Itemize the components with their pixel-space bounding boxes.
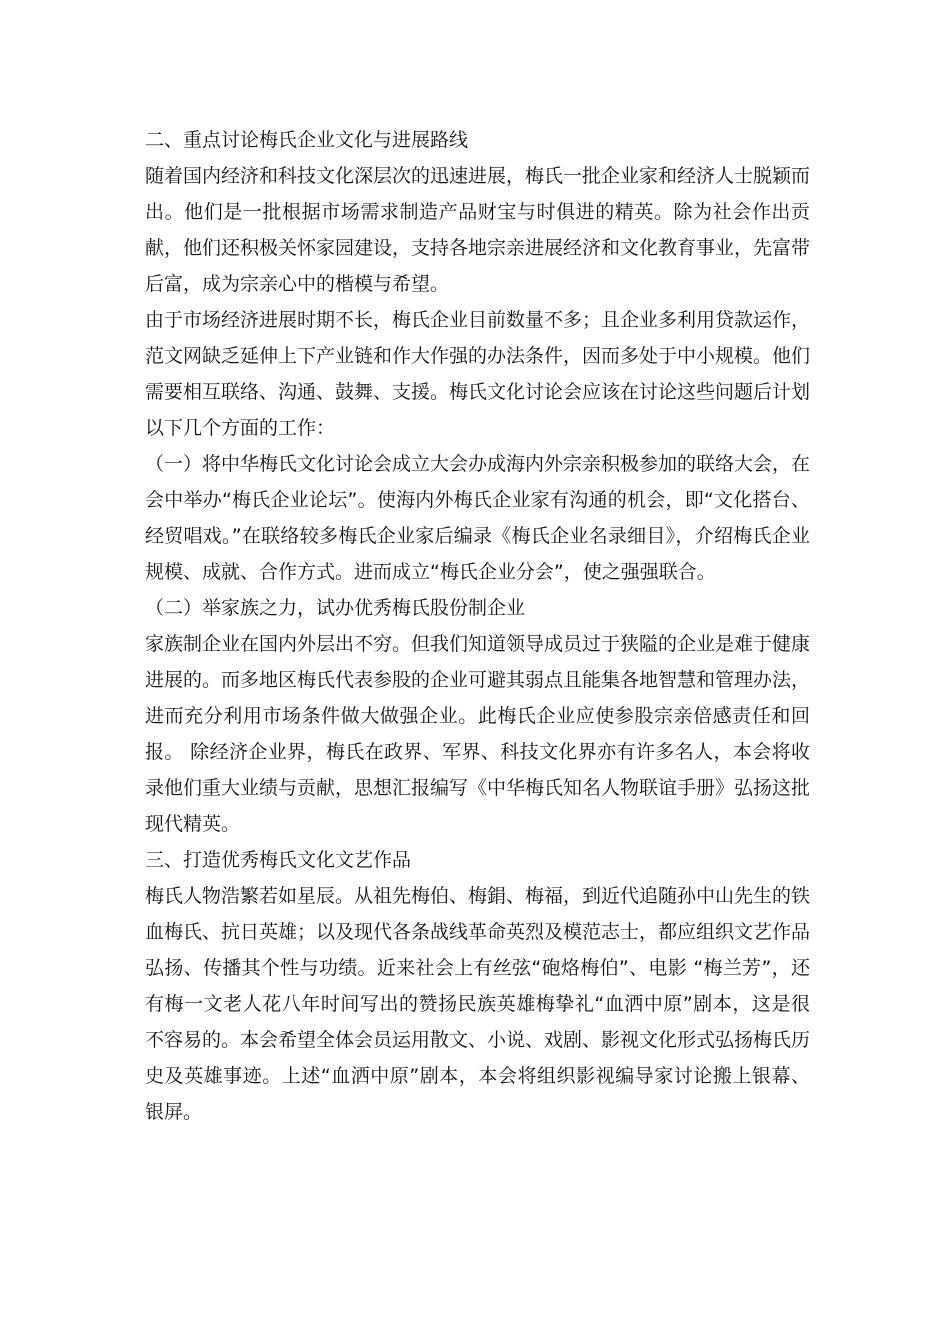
subheading-item-two: （二）举家族之力，试办优秀梅氏股份制企业 bbox=[145, 597, 526, 619]
document-body bbox=[145, 122, 810, 1130]
paragraph-literary-works: 梅氏人物浩繁若如星辰。从祖先梅伯、梅鋗、梅福，到近代追随孙中山先生的铁血梅氏、抗日英雄；以及现代各条战线革命英烈及模范志士，都应组织文艺作品弘扬、传播其个性与功绩。近来社会上有丝弦“砲烙梅伯”、电影 “梅兰芳”，还有梅一文老人花八年时间写出的赞扬民族英雄梅挚礼“血洒中原”剧本，这是很不容易的。本会希望全体会员运用散文、小说、戏剧、影视文化形式弘扬梅氏历史及英雄事迹。上述“血洒中原”剧本，本会将组织影视编导家讨论搬上银幕、银屏。 bbox=[145, 885, 811, 1123]
paragraph-entrepreneurs: 随着国内经济和科技文化深层次的迅速进展，梅氏一批企业家和经济人士脱颖而出。他们是一批根据市场需求制造产品财宝与时俱进的精英。除为社会作出贡献，他们还积极关怀家园建设，支持各地宗亲进展经济和文化教育事业，先富带后富，成为宗亲心中的楷模与希望。 bbox=[145, 165, 811, 295]
section-heading-two: 二、重点讨论梅氏企业文化与进展路线 bbox=[145, 129, 469, 151]
section-heading-three: 三、打造优秀梅氏文化文艺作品 bbox=[145, 849, 412, 871]
paragraph-item-one: （一）将中华梅氏文化讨论会成立大会办成海内外宗亲积极参加的联络大会，在会中举办“梅氏企业论坛”。使海内外梅氏企业家有沟通的机会，即“文化搭台、经贸唱戏。”在联络较多梅氏企业家后编录《梅氏企业名录细目》，介绍梅氏企业规模、成就、合作方式。进而成立“梅氏企业分会”，使之强强联合。 bbox=[145, 453, 811, 583]
paragraph-family-enterprise: 家族制企业在国内外层出不穷。但我们知道领导成员过于狭隘的企业是难于健康进展的。而多地区梅氏代表参股的企业可避其弱点且能集各地智慧和管理办法，进而充分利用市场条件做大做强企业。此梅氏企业应使参股宗亲倍感责任和回报。 除经济企业界，梅氏在政界、军界、科技文化界亦有许多名人，本会将收录他们重大业绩与贡献，思想汇报编写《中华梅氏知名人物联谊手册》弘扬这批现代精英。 bbox=[145, 633, 811, 835]
paragraph-market-economy: 由于市场经济进展时期不长，梅氏企业目前数量不多；且企业多利用贷款运作，范文网缺乏延伸上下产业链和作大作强的办法条件，因而多处于中小规模。他们需要相互联络、沟通、鼓舞、支援。梅氏文化讨论会应该在讨论这些问题后计划以下几个方面的工作： bbox=[145, 309, 811, 439]
